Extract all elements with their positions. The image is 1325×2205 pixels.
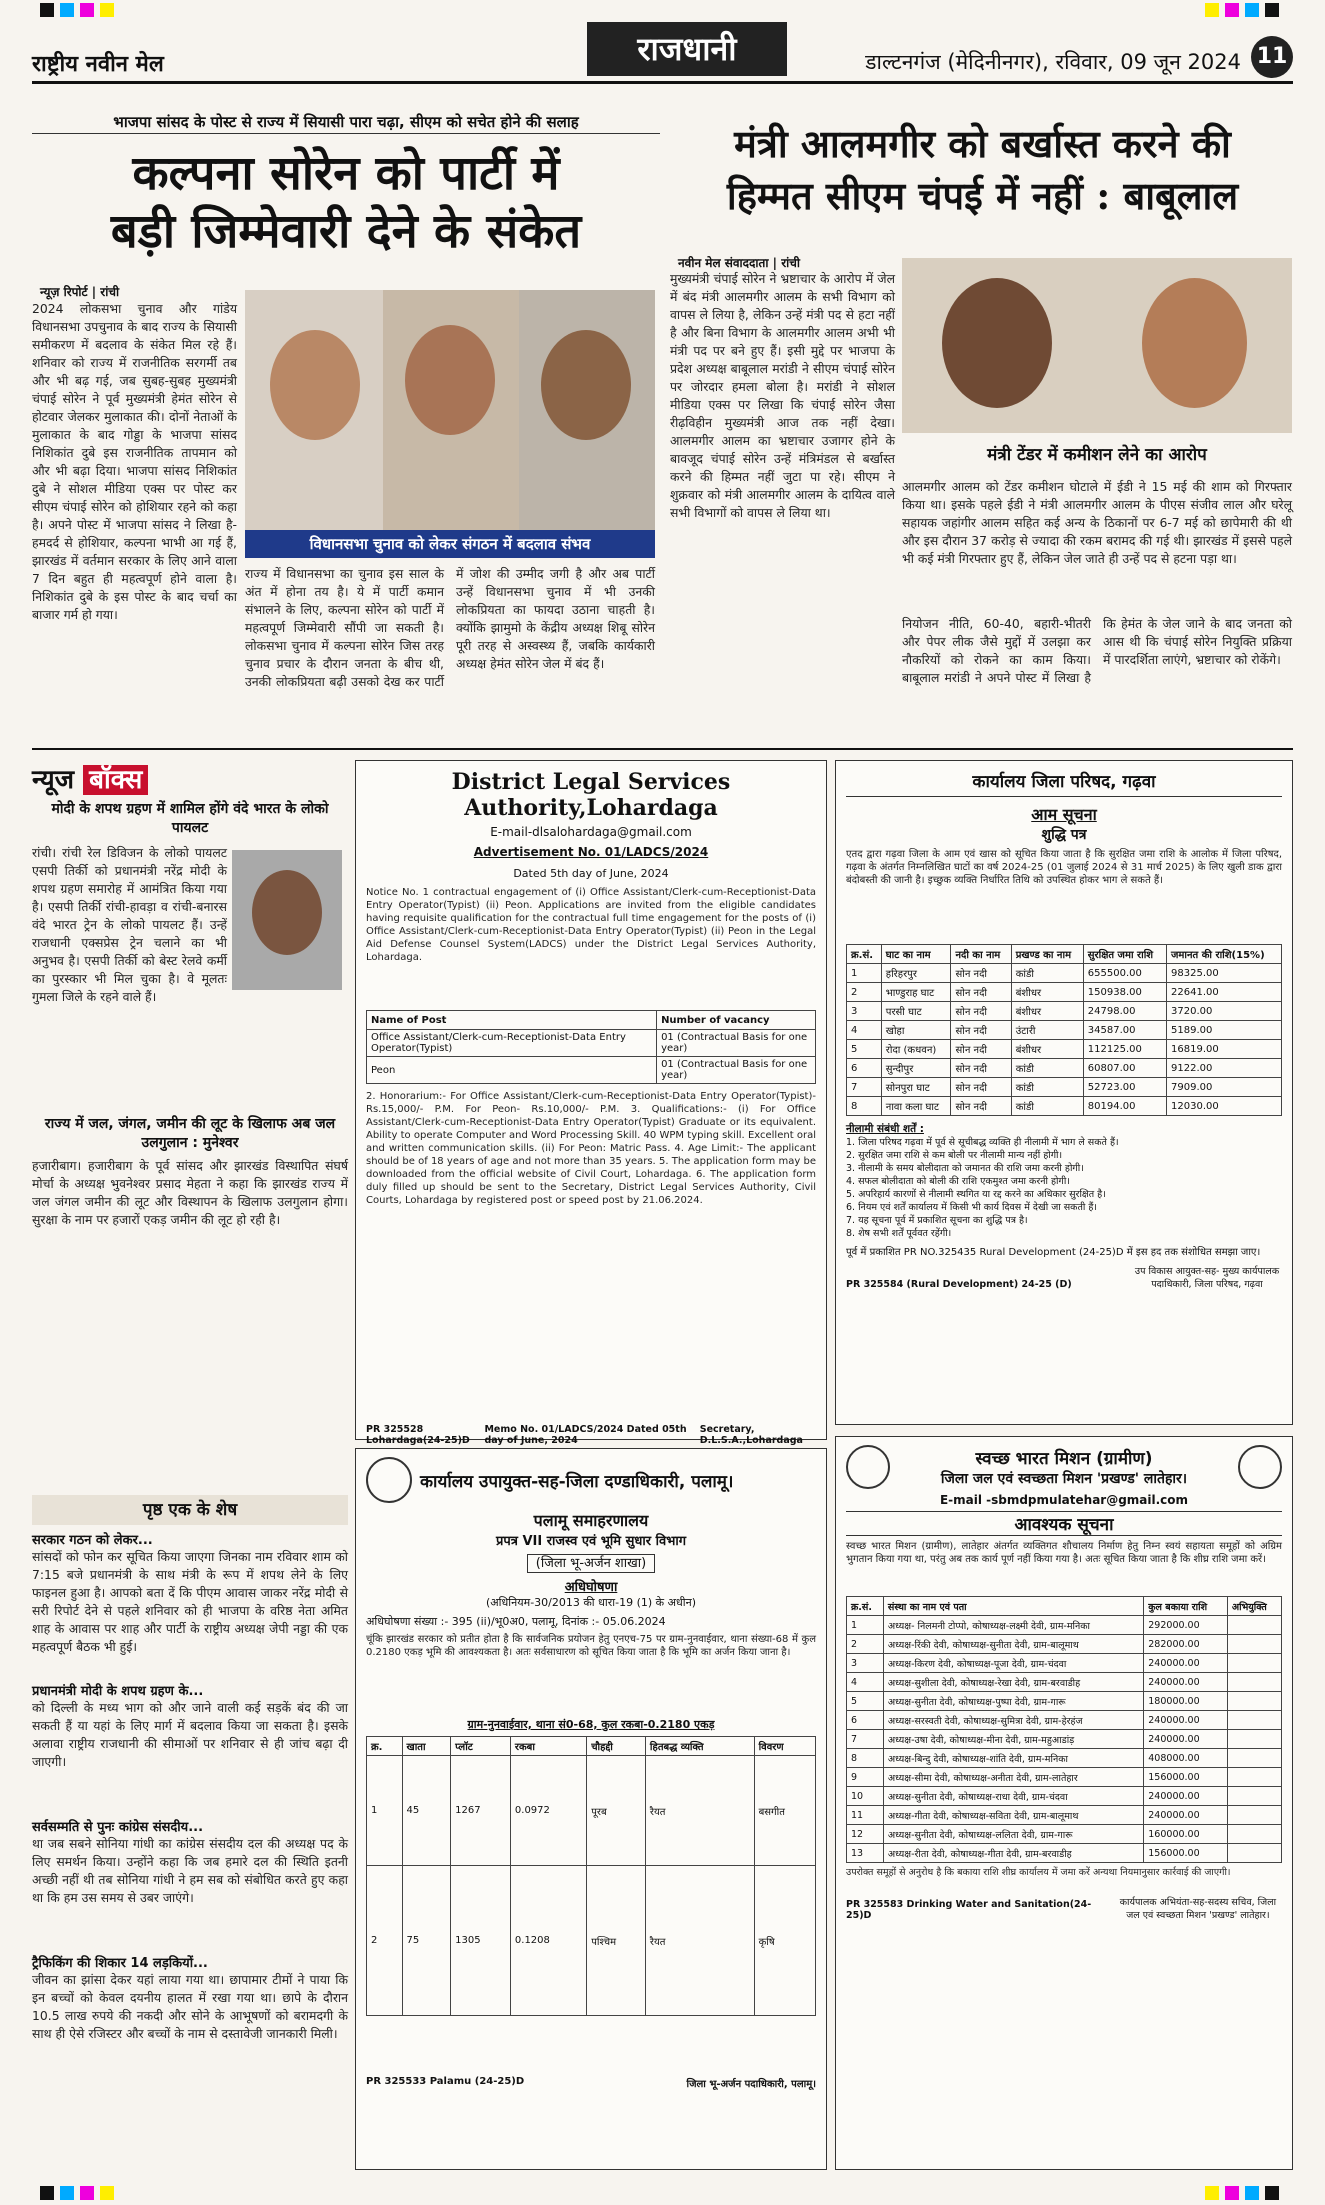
cell: उंटारी [1011, 1021, 1083, 1040]
cell: 7 [847, 1730, 884, 1749]
cell: 01 (Contractual Basis for one year) [657, 1057, 816, 1084]
cell: नदी का नाम [951, 945, 1011, 964]
table-row [847, 1692, 1282, 1711]
cell: 6 [847, 1059, 882, 1078]
palamu-sub4: अधिघोषणा [564, 1580, 618, 1595]
cell: अध्यक्ष-सुनीता देवी, कोषाध्यक्ष-राधा देवी, ग्राम-चंदवा [883, 1787, 1143, 1806]
garhwa-note: 7. यह सूचना पूर्व में प्रकाशित सूचना का शुद्धि पत्र है। [846, 1215, 1028, 1226]
cell: 240000.00 [1144, 1730, 1228, 1749]
story1-kicker: भाजपा सांसद के पोस्ट से राज्य में सियासी पारा चढ़ा, सीएम को सचेत होने की सलाह [32, 112, 660, 134]
continued-t2: को दिल्ली के मध्य भाग को और जाने वाली कई सड़कें बंद की जा सकती हैं या यहां के लिए मार्ग में बदलाव किया जा सकता है। इसके अलावा राष्ट्रीय राजधानी की सीमाओं पर शनिवार से ही जांच बढ़ा दी जाएगी। [32, 1700, 348, 1769]
cell: 112125.00 [1083, 1040, 1166, 1059]
palamu-table [366, 1736, 816, 2016]
cell: अभियुक्ति [1227, 1597, 1281, 1616]
cell [1227, 1711, 1281, 1730]
cell [1227, 1673, 1281, 1692]
legal-services-ad [355, 760, 827, 1446]
cell: अध्यक्ष-गीता देवी, कोषाध्यक्ष-सविता देवी, ग्राम-बालूमाथ [883, 1806, 1143, 1825]
garhwa-sign: उप विकास आयुक्त-सह- मुख्य कार्यपालक पदाधिकारी, जिला परिषद, गढ़वा [1134, 1266, 1280, 1290]
table-row [367, 1030, 816, 1057]
cell: सुन्दीपुर [881, 1059, 951, 1078]
garhwa-note: 6. नियम एवं शर्तें कार्यालय में किसी भी कार्य दिवस में देखी जा सकती हैं। [846, 1202, 1097, 1213]
cell: 7 [847, 1078, 882, 1097]
cell: रकबा [510, 1737, 586, 1756]
cell: 1 [847, 964, 882, 983]
cell: चौहद्दी [587, 1737, 646, 1756]
table-row [847, 1768, 1282, 1787]
cell: अध्यक्ष-सुनीता देवी, कोषाध्यक्ष-पुष्पा देवी, ग्राम-गारू [883, 1692, 1143, 1711]
cell: बंशीधर [1011, 1002, 1083, 1021]
swachh-footnote: उपरोक्त समूहों से अनुरोध है कि बकाया राशि शीघ्र कार्यालय में जमा करें अन्यथा नियमानुसार कार्रवाई की जाएगी। [846, 1867, 1231, 1878]
story2-headline-line2: हिम्मत सीएम चंपई में नहीं : बाबूलाल [726, 173, 1239, 218]
table-row [367, 1756, 816, 1866]
story1-headline-line2: बड़ी जिम्मेवारी देने के संकेत [110, 204, 582, 259]
continued-section [32, 1530, 348, 2170]
cell: क्र.सं. [847, 1597, 884, 1616]
swachh-title2: जिला जल एवं स्वच्छता मिशन 'प्रखण्ड' लातेहार। [940, 1471, 1188, 1487]
cell: 01 (Contractual Basis for one year) [657, 1030, 816, 1057]
palamu-title: कार्यालय उपायुक्त-सह-जिला दण्डाधिकारी, पलामू। [420, 1471, 734, 1492]
cell: 34587.00 [1083, 1021, 1166, 1040]
cell: 3 [847, 1002, 882, 1021]
cell [1227, 1654, 1281, 1673]
cell: अध्यक्ष-उषा देवी, कोषाध्यक्ष-मीना देवी, ग्राम-महुआडांड़ [883, 1730, 1143, 1749]
palamu-sub1: पलामू समाहरणालय [533, 1511, 649, 1530]
story2-text2: आलमगीर आलम को टेंडर कमीशन घोटाले में ईडी ने 15 मई की शाम को गिरफ्तार किया था। इसके पहले ईडी ने मंत्री आलमगीर आलम के पीएस संजीव लाल और घरेलू सहायक जहांगीर आलम सहित कई अन्य के ठिकानों पर 6-7 मई को छापेमारी की थी और इस दौरान 37 करोड़ से ज्यादा की रकम बरामद की गई थी। झारखंड में इससे पहले भी कई मंत्री गिरफ्तार हुए हैं, लेकिन जेल जाते ही उन्हें पद से हटना पड़ा था। [902, 479, 1292, 566]
cell: परसी घाट [881, 1002, 951, 1021]
swachh-title1: स्वच्छ भारत मिशन (ग्रामीण) [975, 1449, 1153, 1469]
cell: 9 [847, 1768, 884, 1787]
page-number: 11 [1251, 36, 1293, 78]
table-row [847, 1021, 1282, 1040]
cell: क्र.सं. [847, 945, 882, 964]
swachh-table [846, 1596, 1282, 1863]
cell: घाट का नाम [881, 945, 951, 964]
cell: 156000.00 [1144, 1844, 1228, 1863]
legal-title: District Legal Services Authority,Lohardaga [451, 769, 731, 821]
table-row [847, 1730, 1282, 1749]
cell: रोदा (कधवन) [881, 1040, 951, 1059]
table-row [367, 1866, 816, 2016]
cell: 13 [847, 1844, 884, 1863]
continued-title: पृष्ठ एक के शेष [32, 1495, 348, 1525]
cell: अध्यक्ष-किरण देवी, कोषाध्यक्ष-पूजा देवी, ग्राम-चंदवा [883, 1654, 1143, 1673]
cell: अध्यक्ष-सुनीता देवी, कोषाध्यक्ष-ललिता देवी, ग्राम-गारू [883, 1825, 1143, 1844]
swachh-notice-title: आवश्यक सूचना [846, 1511, 1282, 1536]
cell: 52723.00 [1083, 1078, 1166, 1097]
garhwa-note: 2. सुरक्षित जमा राशि से कम बोली पर नीलामी मान्य नहीं होगी। [846, 1150, 1063, 1161]
cell [1227, 1616, 1281, 1635]
table-row [847, 1040, 1282, 1059]
story2-byline: नवीन मेल संवाददाता | रांची [678, 256, 800, 270]
cell: विवरण [754, 1737, 815, 1756]
cell: बसगीत [754, 1756, 815, 1866]
cell: Peon [367, 1057, 657, 1084]
cell: अध्यक्ष-सरस्वती देवी, कोषाध्यक्ष-सुमित्रा देवी, ग्राम-हेरहंज [883, 1711, 1143, 1730]
table-row [847, 1806, 1282, 1825]
cell: प्लॉट [451, 1737, 511, 1756]
cell: 0.1208 [510, 1866, 586, 2016]
continued-t3: था जब सबने सोनिया गांधी का कांग्रेस संसदीय दल की अध्यक्ष पद के लिए समर्थन किया। उन्होंने कहा कि जब हमारे दल की स्थिति इतनी अच्छी नहीं थी तब सोनिया गांधी ने हम सब को संबोधित करते हुए कहा था कि हम उस समय से उबर जाएंगे। [32, 1836, 348, 1905]
cell: 75 [402, 1866, 451, 2016]
garhwa-ref: पूर्व में प्रकाशित PR NO.325435 Rural Development (24-25)D में इस हद तक संशोधित समझा जाए। [846, 1247, 1261, 1258]
story1-text2: राज्य में विधानसभा का चुनाव इस साल के अंत में होना तय है। ये में पार्टी कमान संभालने के लिए, कल्पना सोरेन को पार्टी में महत्वपूर्ण जिम्मेवारी सौंपी जा सकती है। लोकसभा चुनाव में कल्पना सोरेन जिस तरह चुनाव प्रचार के दौरान जनता के बीच थी, उनकी लोकप्रियता बढ़ी उसको देख कर पार्टी में जोश की उम्मीद जगी है और अब पार्टी उन्हें विधानसभा चुनाव में भी उनकी लोकप्रियता का फायदा उठाना चाहती है। क्योंकि झामुमो के केंद्रीय अध्यक्ष शिबू सोरेन पूरी तरह से अस्वस्थ्य हैं, जबकि कार्यकारी अध्यक्ष हेमंत सोरेन जेल में बंद हैं। [245, 566, 655, 689]
cell: 655500.00 [1083, 964, 1166, 983]
table-row [367, 1057, 816, 1084]
cell: 5 [847, 1040, 882, 1059]
cell: रैयत [645, 1866, 754, 2016]
continued-h2: प्रधानमंत्री मोदी के शपथ ग्रहण के... [32, 1684, 204, 1699]
cell: 4 [847, 1673, 884, 1692]
cell: 8 [847, 1749, 884, 1768]
emblem-icon [366, 1457, 412, 1503]
garhwa-title: आम सूचना [1031, 805, 1097, 824]
newsbox-headline1: मोदी के शपथ ग्रहण में शामिल होंगे वंदे भारत के लोको पायलट [51, 801, 329, 836]
cell: 9122.00 [1167, 1059, 1282, 1078]
table-row [847, 1711, 1282, 1730]
cell: 282000.00 [1144, 1635, 1228, 1654]
newsbox-title-tag: बॉक्स [83, 765, 148, 795]
story2-headline-line1: मंत्री आलमगीर को बर्खास्त करने की [734, 121, 1231, 166]
cell: 1267 [451, 1756, 511, 1866]
cell: 11 [847, 1806, 884, 1825]
cell: 4 [847, 1021, 882, 1040]
cell: अध्यक्ष-रीता देवी, कोषाध्यक्ष-गीता देवी, ग्राम-बरवाडीह [883, 1844, 1143, 1863]
cell: 12 [847, 1825, 884, 1844]
story2-photo-caption: मंत्री टेंडर में कमीशन लेने का आरोप [987, 445, 1207, 465]
legal-notice: Notice No. 1 contractual engagement of (i) Office Assistant/Clerk-cum-Receptionist-Data Entry Operator(Typist) (ii) Peon. Applications are invited from the eligible candidates having requisite qualification for the contractual full time engagement for the posts of (i) Office Assistant/Clerk-cum-Receptionist-Data Entry Operator(Typist) (ii) Peon in the Legal Aid Defense Counsel System(LADCS) under the District Legal Services Authority, Lohardaga. [366, 887, 816, 963]
cell: 1305 [451, 1866, 511, 2016]
news-box [32, 760, 348, 1480]
story2-headline [670, 118, 1295, 222]
cell: 240000.00 [1144, 1787, 1228, 1806]
garhwa-note: 4. सफल बोलीदाता को बोली की राशि एकमुश्त जमा करनी होगी। [846, 1176, 1070, 1187]
cell: 6 [847, 1711, 884, 1730]
story2-photo [902, 258, 1292, 433]
cell: हरिहरपुर [881, 964, 951, 983]
cell [1227, 1749, 1281, 1768]
cell: हितबद्ध व्यक्ति [645, 1737, 754, 1756]
cell: सोन नदी [951, 1097, 1011, 1116]
legal-adno: Advertisement No. 01/LADCS/2024 [473, 845, 709, 859]
cell: 240000.00 [1144, 1673, 1228, 1692]
legal-vacancy-table [366, 1010, 816, 1084]
garhwa-body: एतद द्वारा गढ़वा जिला के आम एवं खास को सूचित किया जाता है कि सुरक्षित जमा राशि के आलोक में जिला परिषद, गढ़वा के अंतर्गत निम्नलिखित घाटों का वर्ष 2024-25 (01 जुलाई 2024 से 31 मार्च 2025) के लिए खुली डाक द्वारा बंदोबस्ती की जानी है। इच्छुक व्यक्ति निर्धारित तिथि को उपस्थित होकर भाग ले सकते हैं। [846, 849, 1282, 886]
cell: 240000.00 [1144, 1654, 1228, 1673]
table-row [847, 1749, 1282, 1768]
garhwa-subtitle: शुद्धि पत्र [1041, 827, 1087, 843]
swachh-sign: कार्यपालक अभियंता-सह-सदस्य सचिव, जिला जल एवं स्वच्छता मिशन 'प्रखण्ड' लातेहार। [1119, 1897, 1277, 1921]
registration-marks-bottom [40, 2185, 1285, 2199]
cell: कांडी [1011, 1078, 1083, 1097]
emblem-icon [846, 1445, 890, 1489]
continued-t1: सांसदों को फोन कर सूचित किया जाएगा जिनका नाम रविवार शाम को 7:15 बजे प्रधानमंत्री के साथ मंत्री के रूप में शपथ लेने के लिए फाइनल हुआ है। आपको बता दें कि पीएम आवास जाकर नरेंद्र मोदी से सरी रिपोर्ट देने से पहले शनिवार को ही भाजपा के वरिष्ठ नेता अमित शाह के आवास पर शाह और पार्टी के राष्ट्रीय अध्यक्ष जेपी नड्डा की एक महत्वपूर्ण बैठक भी हुई। [32, 1549, 348, 1654]
cell: 60807.00 [1083, 1059, 1166, 1078]
cell: संस्था का नाम एवं पता [883, 1597, 1143, 1616]
section-title: राजधानी [587, 22, 787, 76]
cell: 1 [847, 1616, 884, 1635]
newsbox-headline2: राज्य में जल, जंगल, जमीन की लूट के खिलाफ अब जल उलगुलान : मुनेश्वर [44, 1116, 336, 1151]
table-row [847, 964, 1282, 983]
cell: कांडी [1011, 1059, 1083, 1078]
cell: 156000.00 [1144, 1768, 1228, 1787]
garhwa-ad [835, 760, 1293, 1425]
story1-headline-line1: कल्पना सोरेन को पार्टी में [132, 146, 560, 201]
cell: 292000.00 [1144, 1616, 1228, 1635]
legal-col-post: Name of Post [367, 1011, 657, 1030]
story1-headline [32, 145, 660, 261]
garhwa-note: 3. नीलामी के समय बोलीदाता को जमानत की राशि जमा करनी होगी। [846, 1163, 1084, 1174]
palamu-sub5: (अधिनियम-30/2013 की धारा-19 (1) के अधीन) [485, 1596, 697, 1609]
palamu-footer: PR 325533 Palamu (24-25)D [366, 2076, 525, 2087]
cell: 45 [402, 1756, 451, 1866]
cell: 2 [367, 1866, 403, 2016]
cell: पूरब [587, 1756, 646, 1866]
cell: 8 [847, 1097, 882, 1116]
cell: सोन नदी [951, 1021, 1011, 1040]
cell: सोन नदी [951, 1040, 1011, 1059]
garhwa-footer: PR 325584 (Rural Development) 24-25 (D) [846, 1279, 1072, 1290]
story1-byline: न्यूज़ रिपोर्ट | रांची [40, 285, 120, 299]
cell: सोन नदी [951, 983, 1011, 1002]
continued-h3: सर्वसम्मति से पुनः कांग्रेस संसदीय... [32, 1820, 204, 1835]
legal-dated: Dated 5th day of June, 2024 [513, 867, 669, 880]
palamu-table-title: ग्राम-नुनवाईवार, थाना सं0-68, कुल रकबा-0.2180 एकड़ [467, 1718, 715, 1731]
cell [1227, 1730, 1281, 1749]
cell: 7909.00 [1167, 1078, 1282, 1097]
cell: 2 [847, 1635, 884, 1654]
garhwa-notes-title: नीलामी संबंधी शर्तें : [846, 1123, 924, 1135]
cell: 98325.00 [1167, 964, 1282, 983]
palamu-sub2: प्रपत्र VII राजस्व एवं भूमि सुधार विभाग [495, 1534, 687, 1549]
swachh-logo-icon [1238, 1445, 1282, 1489]
palamu-ref-line: अधिघोषणा संख्या :- 395 (ii)/भू0अ0, पलामू, दिनांक :- 05.06.2024 [366, 1615, 666, 1628]
cell: 1 [367, 1756, 403, 1866]
palamu-ad [355, 1448, 827, 2170]
palamu-sub3: (जिला भू-अर्जन शाखा) [527, 1554, 655, 1573]
table-row [847, 1787, 1282, 1806]
cell: 240000.00 [1144, 1711, 1228, 1730]
paper-name: राष्ट्रीय नवीन मेल [32, 52, 164, 77]
legal-footer [366, 1424, 816, 1446]
cell [1227, 1692, 1281, 1711]
cell: अध्यक्ष- निलमनी टोप्पो, कोषाध्यक्ष-लक्ष्मी देवी, ग्राम-मनिका [883, 1616, 1143, 1635]
palamu-sign: जिला भू-अर्जन पदाधिकारी, पलामू। [686, 2079, 816, 2090]
cell: 10 [847, 1787, 884, 1806]
story1-photo [245, 290, 655, 530]
palamu-body: चूंकि झारखंड सरकार को प्रतीत होता है कि सार्वजनिक प्रयोजन हेतु एनएच-75 पर ग्राम-नुनवाईवार, थाना संख्या-68 में कुल 0.2180 एकड़ भूमि की आवश्यकता है। अतः सर्वसाधारण को सूचित किया जाता है कि भूमि का अर्जन किया जाना है। [366, 1634, 816, 1658]
legal-email: E-mail-dlsalohardaga@gmail.com [490, 825, 692, 839]
cell: 2 [847, 983, 882, 1002]
legal-col-vacancy: Number of vacancy [657, 1011, 816, 1030]
garhwa-office: कार्यालय जिला परिषद, गढ़वा [846, 769, 1282, 797]
cell: 5189.00 [1167, 1021, 1282, 1040]
table-row [847, 1635, 1282, 1654]
newsbox-title: न्यूज [32, 765, 75, 795]
table-row [847, 1654, 1282, 1673]
swachh-footer: PR 325583 Drinking Water and Sanitation(24-25)D [846, 1899, 1092, 1921]
cell: 80194.00 [1083, 1097, 1166, 1116]
cell: खाता [402, 1737, 451, 1756]
cell: सोनपुरा घाट [881, 1078, 951, 1097]
garhwa-table [846, 944, 1282, 1116]
cell: अध्यक्ष-बिन्दु देवी, कोषाध्यक्ष-शांति देवी, ग्राम-मनिका [883, 1749, 1143, 1768]
cell: अध्यक्ष-सीमा देवी, कोषाध्यक्ष-अनीता देवी, ग्राम-लातेहार [883, 1768, 1143, 1787]
cell [1227, 1844, 1281, 1863]
table-row [847, 1059, 1282, 1078]
divider [32, 748, 1293, 750]
table-row [847, 1078, 1282, 1097]
table-row [847, 1825, 1282, 1844]
cell: 180000.00 [1144, 1692, 1228, 1711]
continued-h4: ट्रैफिकिंग की शिकार 14 लड़कियों... [32, 1956, 208, 1971]
garhwa-note: 5. अपरिहार्य कारणों से नीलामी स्थगित या रद्द करने का अधिकार सुरक्षित है। [846, 1189, 1106, 1200]
newsbox-text2: हजारीबाग। हजारीबाग के पूर्व सांसद और झारखंड विस्थापित संघर्ष मोर्चा के अध्यक्ष भुवनेश्वर प्रसाद मेहता ने कहा कि झारखंड राज्य में जल जंगल जमीन की लूट और विस्थापन के खिलाफ उलगुलान होगा। सुरक्षा के नाम पर हजारों एकड़ जमीन की लूट हो रही है। [32, 1158, 348, 1227]
cell [1227, 1787, 1281, 1806]
legal-footer-memo: Memo No. 01/LADCS/2024 Dated 05th day of June, 2024 [484, 1424, 687, 1446]
story1-text: 2024 लोकसभा चुनाव और गांडेय विधानसभा उपचुनाव के बाद राज्य के सियासी समीकरण में बदलाव के संकेत मिल रहे हैं। शनिवार को राज्य में राजनीतिक सरगर्मी तब और भी बढ़ गई, जब सुबह-सुबह मुख्यमंत्री चंपाई सोरेन ने पूर्व मुख्यमंत्री हेमंत सोरेन से होटवार जेलकर मुलाकात की। दोनों नेताओं के मुलाकात के बाद गोड्डा के भाजपा सांसद निशिकांत दुबे इस राजनीतिक तापमान को और भी बढ़ा दिया। भाजपा सांसद निशिकांत दुबे ने सोशल मीडिया एक्स पर पोस्ट कर सीएम चंपाई सोरेन को होशियार रहने को कहा है। अपने पोस्ट में भाजपा सांसद ने लिखा है- हमदर्द से होशियार, कल्पना भाभी आ गई हैं, झारखंड में वर्तमान सरकार के लिए आने वाला 7 दिन बहुत ही महत्वपूर्ण होने वाला है। निशिकांत दुबे के इस पोस्ट के बाद चर्चा का बाजार गर्म हो गया। [32, 301, 237, 622]
cell [1227, 1768, 1281, 1787]
cell: रैयत [645, 1756, 754, 1866]
table-row [847, 1844, 1282, 1863]
cell: 0.0972 [510, 1756, 586, 1866]
cell: क्र. [367, 1737, 403, 1756]
page-header [32, 18, 1293, 84]
cell: सुरक्षित जमा राशि [1083, 945, 1166, 964]
table-row [847, 1673, 1282, 1692]
continued-t4: जीवन का झांसा देकर यहां लाया गया था। छापामार टीमों ने पाया कि इन बच्चों को केवल दयनीय हालत में रखा गया था। छापे के दौरान 10.5 लाख रुपये की नकदी और सोने के आभूषणों को बरामदगी के साथ ही ऐसे रजिस्टर और बच्चों के नाम से दस्तावेजी जानकारी मिली। [32, 1972, 348, 2041]
cell: बंशीधर [1011, 1040, 1083, 1059]
cell: 12030.00 [1167, 1097, 1282, 1116]
newsbox-photo [232, 850, 342, 990]
cell: 3 [847, 1654, 884, 1673]
cell [1227, 1635, 1281, 1654]
dateline: डाल्टनगंज (मेदिनीनगर), रविवार, 09 जून 2024 [865, 50, 1241, 74]
cell: अध्यक्ष-सुशीला देवी, कोषाध्यक्ष-रेखा देवी, ग्राम-बरवाडीह [883, 1673, 1143, 1692]
cell: 3720.00 [1167, 1002, 1282, 1021]
swachh-email: E-mail -sbmdpmulatehar@gmail.com [939, 1493, 1189, 1507]
cell: कृषि [754, 1866, 815, 2016]
cell [1227, 1825, 1281, 1844]
table-row [847, 983, 1282, 1002]
cell: Office Assistant/Clerk-cum-Receptionist-Data Entry Operator(Typist) [367, 1030, 657, 1057]
cell: 22641.00 [1167, 983, 1282, 1002]
cell: 240000.00 [1144, 1806, 1228, 1825]
cell: बंशीधर [1011, 983, 1083, 1002]
cell: भाण्डुराह घाट [881, 983, 951, 1002]
registration-marks [40, 2, 1285, 14]
table-row [847, 1616, 1282, 1635]
cell: कांडी [1011, 964, 1083, 983]
cell [1227, 1806, 1281, 1825]
garhwa-note: 8. शेष सभी शर्तें पूर्ववत रहेंगी। [846, 1228, 952, 1239]
legal-footer-pr: PR 325528 Lohardaga(24-25)D [366, 1424, 470, 1446]
story1-photo-caption: विधानसभा चुनाव को लेकर संगठन में बदलाव संभव [245, 530, 655, 558]
cell: नावा कला घाट [881, 1097, 951, 1116]
cell: प्रखण्ड का नाम [1011, 945, 1083, 964]
table-row [847, 1097, 1282, 1116]
swachh-ad [835, 1436, 1293, 2170]
cell: 408000.00 [1144, 1749, 1228, 1768]
continued-h1: सरकार गठन को लेकर... [32, 1533, 153, 1548]
cell: सोन नदी [951, 964, 1011, 983]
legal-body: 2. Honorarium:- For Office Assistant/Clerk-cum-Receptionist-Data Entry Operator(Typist)- Rs.15,000/- P.M. For Peon- Rs.10,000/- P.M. 3. Qualifications:- (i) For Office Assistant/Clerk-cum-Receptionist-Data Entry Operator(Typist) Graduate or its equivalent. Ability to operate Computer and Word Processing Skill. 40 WPM typing skill. Excellent oral and written communication skills. (ii) For Peon: Matric Pass. 4. Age Limit:- The applicant should be of 18 years of age and not more than 35 years. 5. The application form may be downloaded from the official website of Civil Court, Lohardaga. 6. The application form duly filled up should be sent to the Secretary, District Legal Services Authority, Civil Courts, Lohardaga by registered post or speed post by 21.06.2024. [366, 1091, 816, 1206]
newsbox-text1: रांची। रांची रेल डिविजन के लोको पायलट एसपी तिर्की को प्रधानमंत्री नरेंद्र मोदी के शपथ ग्रहण समारोह में आमंत्रित किया गया है। एसपी तिर्की रांची-हावड़ा व रांची-बनारस वंदे भारत ट्रेन के लोको पायलट हैं। उन्हें राजधानी एक्सप्रेस ट्रेन चलाने का भी अनुभव है। एसपी तिर्की को बेस्ट रेलवे कर्मी का पुरस्कार भी मिल चुका है। वे मूलतः गुमला जिले के रहने वाले हैं। [32, 845, 227, 1004]
cell: कांडी [1011, 1097, 1083, 1116]
cell: जमानत की राशि(15%) [1167, 945, 1282, 964]
cell: 160000.00 [1144, 1825, 1228, 1844]
cell: सोन नदी [951, 1059, 1011, 1078]
swachh-body: स्वच्छ भारत मिशन (ग्रामीण), लातेहार अंतर्गत व्यक्तिगत शौचालय निर्माण हेतु निम्न स्वयं सहायता समूहों को अग्रिम भुगतान किया गया था, परंतु अब तक कार्य पूर्ण नहीं किया गया है। अतः सूचित किया जाता है कि शीघ्र राशि जमा करें। [846, 1541, 1282, 1565]
cell: 24798.00 [1083, 1002, 1166, 1021]
legal-footer-sign: Secretary, D.L.S.A.,Lohardaga [699, 1424, 803, 1446]
cell: अध्यक्ष-रिंकी देवी, कोषाध्यक्ष-सुनीता देवी, ग्राम-बालूमाथ [883, 1635, 1143, 1654]
story2-text: मुख्यमंत्री चंपाई सोरेन ने भ्रष्टाचार के आरोप में जेल में बंद मंत्री आलमगीर आलम के सभी विभाग को वापस ले लिया है, लेकिन उन्हें मंत्री पद से हटा नहीं है और बिना विभाग के आलमगीर आलम अभी भी मंत्री पद पर बने हुए हैं। इसी मुद्दे पर भाजपा के प्रदेश अध्यक्ष बाबूलाल मरांडी ने सीएम चंपाई सोरेन पर जोरदार हमला बोला है। मरांडी ने सोशल मीडिया एक्स पर लिखा कि चंपाई सोरेन जैसा रीढ़विहीन मुख्यमंत्री आज तक नहीं देखा। आलमगीर आलम का भ्रष्टाचार उजागर होने के बावजूद चंपाई सोरेन उन्हें मंत्रिमंडल से बर्खास्त करने की हिम्मत नहीं जुटा पा रहे। सीएम ने शुक्रवार को मंत्री आलमगीर आलम के दायित्व वाले सभी विभागों को वापस ले लिया था। [670, 271, 895, 520]
cell: सोन नदी [951, 1078, 1011, 1097]
story2-text3: नियोजन नीति, 60-40, बहारी-भीतरी और पेपर लीक जैसे मुद्दों में उलझा कर नौकरियों को रोकने का काम किया। बाबूलाल मरांडी ने अपने पोस्ट में लिखा है कि हेमंत के जेल जाने के बाद जनता को आस थी कि चंपाई सोरेन नियुक्ति प्रक्रिया में पारदर्शिता लाएंगे, भ्रष्टाचार को रोकेंगे। [902, 616, 1292, 685]
cell: सोन नदी [951, 1002, 1011, 1021]
cell: 150938.00 [1083, 983, 1166, 1002]
cell: 16819.00 [1167, 1040, 1282, 1059]
garhwa-note: 1. जिला परिषद गढ़वा में पूर्व से सूचीबद्ध व्यक्ति ही नीलामी में भाग ले सकते हैं। [846, 1137, 1119, 1148]
cell: 5 [847, 1692, 884, 1711]
cell: कुल बकाया राशि [1144, 1597, 1228, 1616]
table-row [847, 1002, 1282, 1021]
cell: खोहा [881, 1021, 951, 1040]
cell: पश्चिम [587, 1866, 646, 2016]
